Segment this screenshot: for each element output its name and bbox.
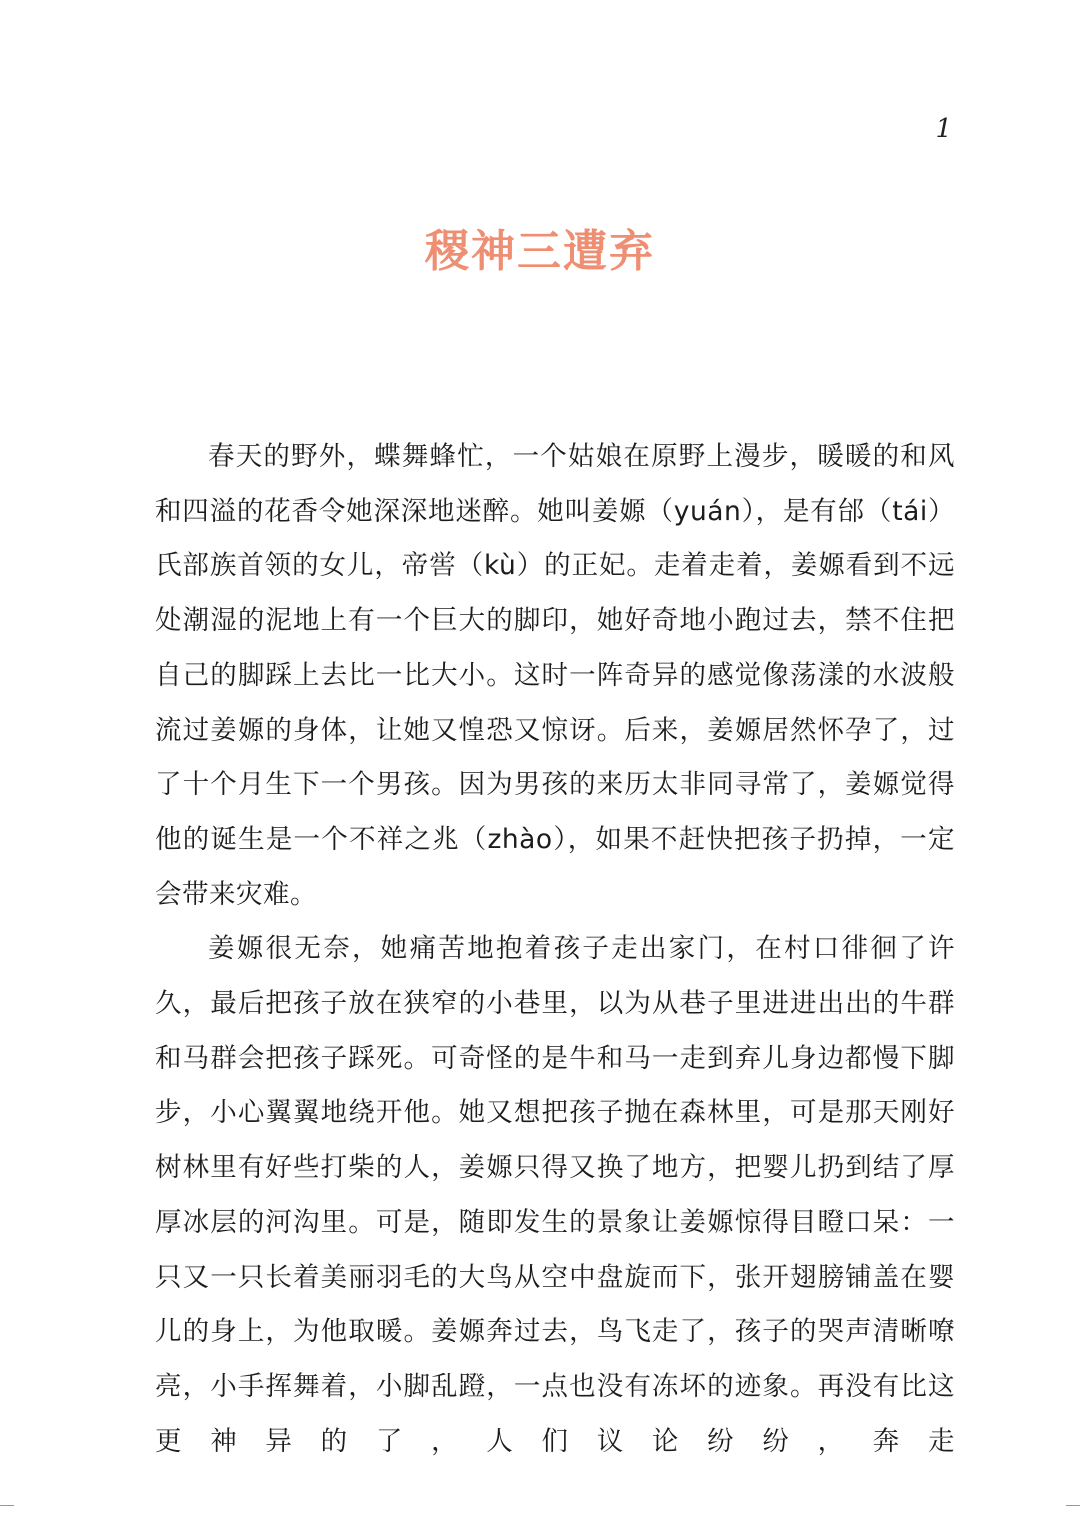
trim-marks <box>0 1500 1080 1510</box>
trim-mark-left <box>0 1505 14 1506</box>
trim-mark-right <box>1066 1505 1080 1506</box>
chapter-title: 稷神三遭弃 <box>425 226 655 277</box>
body-text <box>155 430 955 1469</box>
paragraph-1: 春天的野外，蝶舞蜂忙，一个姑娘在原野上漫步，暖暖的和风和四溢的花香令她深深地迷醉。她叫姜嫄（yuán），是有邰（tái）氏部族首领的女儿，帝喾（kù）的正妃。走着走着，姜嫄看到不远处潮湿的泥地上有一个巨大的脚印，她好奇地小跑过去，禁不住把自己的脚踩上去比一比大小。这时一阵奇异的感觉像荡漾的水波般流过姜嫄的身体，让她又惶恐又惊讶。后来，姜嫄居然怀孕了，过了十个月生下一个男孩。因为男孩的来历太非同寻常了，姜嫄觉得他的诞生是一个不祥之兆（zhào），如果不赶快把孩子扔掉，一定会带来灾难。 <box>155 441 955 910</box>
paragraph-2: 姜嫄很无奈，她痛苦地抱着孩子走出家门，在村口徘徊了许久，最后把孩子放在狭窄的小巷里，以为从巷子里进进出出的牛群和马群会把孩子踩死。可奇怪的是牛和马一走到弃儿身边都慢下脚步，小心翼翼地绕开他。她又想把孩子抛在森林里，可是那天刚好树林里有好些打柴的人，姜嫄只得又换了地方，把婴儿扔到结了厚厚冰层的河沟里。可是，随即发生的景象让姜嫄惊得目瞪口呆：一只又一只长着美丽羽毛的大鸟从空中盘旋而下，张开翅膀铺盖在婴儿的身上，为他取暖。姜嫄奔过去，鸟飞走了，孩子的哭声清晰嘹亮，小手挥舞着，小脚乱蹬，一点也没有冻坏的迹象。再没有比这更神异的了，人们议论纷纷，奔走 <box>155 933 955 1457</box>
page-number: 1 <box>935 114 952 144</box>
